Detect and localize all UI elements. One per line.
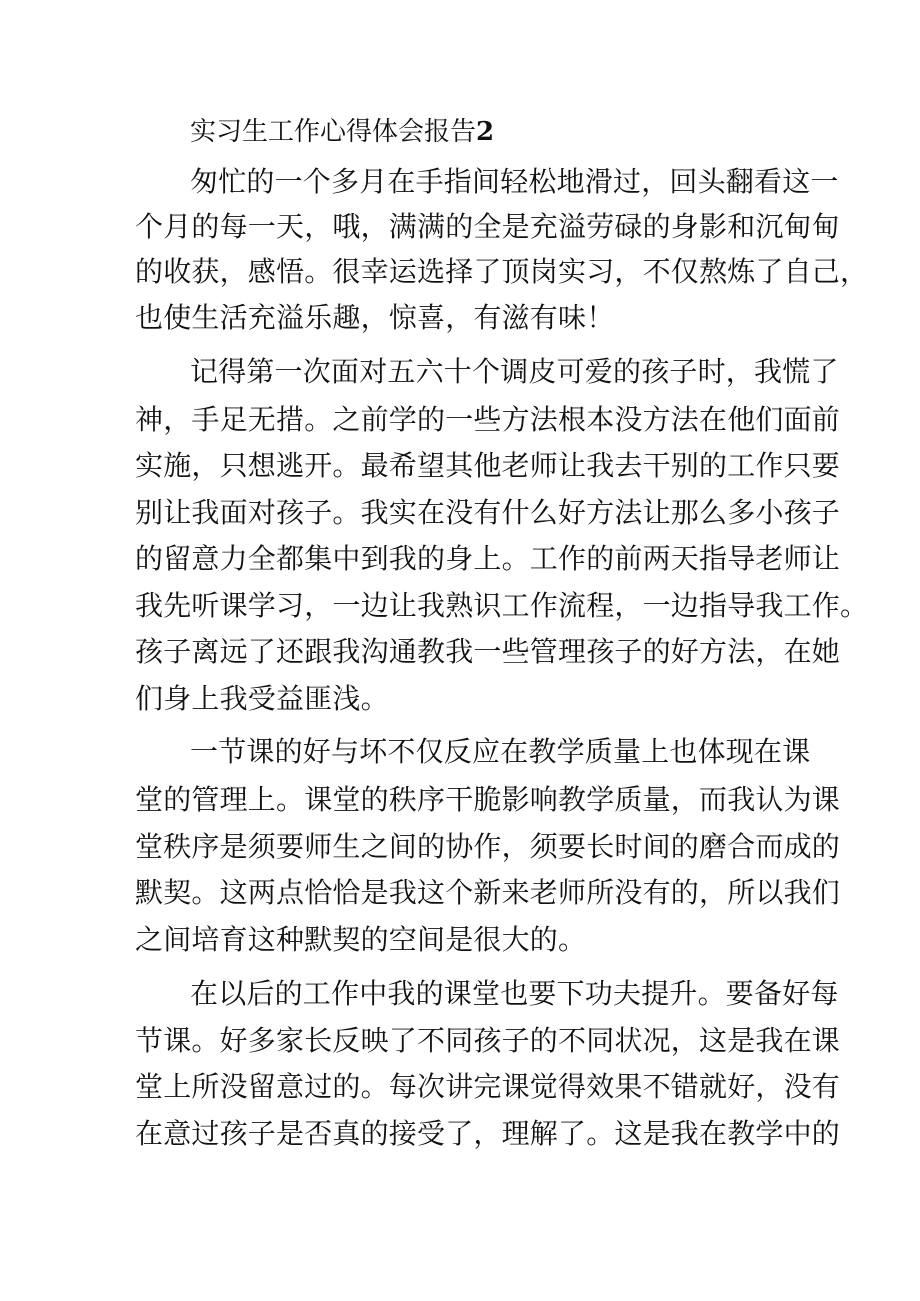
paragraph-2-line-3: 实施，只想逃开。最希望其他老师让我去干别的工作只要 bbox=[135, 449, 841, 482]
title-text: 实习生工作心得体会报告 bbox=[190, 117, 477, 147]
title-number: 2 bbox=[476, 117, 495, 147]
paragraph-2-line-5: 的留意力全都集中到我的身上。工作的前两天指导老师让 bbox=[135, 542, 841, 575]
paragraph-1-line-2: 个月的每一天，哦，满满的全是充溢劳碌的身影和沉甸甸 bbox=[135, 210, 841, 243]
paragraph-3-line-2: 堂的管理上。课堂的秩序干脆影响教学质量，而我认为课 bbox=[135, 783, 841, 816]
paragraph-3-line-1: 一节课的好与坏不仅反应在教学质量上也体现在课 bbox=[190, 735, 811, 768]
paragraph-2-line-8: 们身上我受益匪浅。 bbox=[135, 682, 389, 715]
paragraph-1-line-1: 匆忙的一个多月在手指间轻松地滑过，回头翻看这一 bbox=[190, 165, 839, 198]
paragraph-2-line-7: 孩子离远了还跟我沟通教我一些管理孩子的好方法，在她 bbox=[135, 635, 841, 668]
paragraph-3-line-3: 堂秩序是须要师生之间的协作，须要长时间的磨合而成的 bbox=[135, 830, 841, 863]
paragraph-4-line-3: 堂上所没留意过的。每次讲完课觉得效果不错就好，没有 bbox=[135, 1070, 841, 1103]
paragraph-2-line-6: 我先听课学习，一边让我熟识工作流程，一边指导我工作。 bbox=[135, 589, 869, 622]
paragraph-3-line-5: 之间培育这种默契的空间是很大的。 bbox=[135, 923, 587, 956]
paragraph-3-line-4: 默契。这两点恰恰是我这个新来老师所没有的，所以我们 bbox=[135, 876, 841, 909]
paragraph-4-line-2: 节课。好多家长反映了不同孩子的不同状况，这是我在课 bbox=[135, 1024, 841, 1057]
paragraph-4-line-4: 在意过孩子是否真的接受了，理解了。这是我在教学中的 bbox=[135, 1117, 841, 1150]
paragraph-2-line-2: 神，手足无措。之前学的一些方法根本没方法在他们面前 bbox=[135, 403, 841, 436]
paragraph-2-line-4: 别让我面对孩子。我实在没有什么好方法让那么多小孩子 bbox=[135, 496, 841, 529]
paragraph-2-line-1: 记得第一次面对五六十个调皮可爱的孩子时，我慌了 bbox=[190, 355, 839, 388]
paragraph-4-line-1: 在以后的工作中我的课堂也要下功夫提升。要备好每 bbox=[190, 977, 839, 1010]
paragraph-1-line-3: 的收获，感悟。很幸运选择了顶岗实习，不仅熬炼了自己， bbox=[135, 255, 869, 288]
document-title bbox=[190, 112, 494, 152]
paragraph-1-line-4: 也使生活充溢乐趣，惊喜，有滋有味！ bbox=[135, 301, 615, 334]
